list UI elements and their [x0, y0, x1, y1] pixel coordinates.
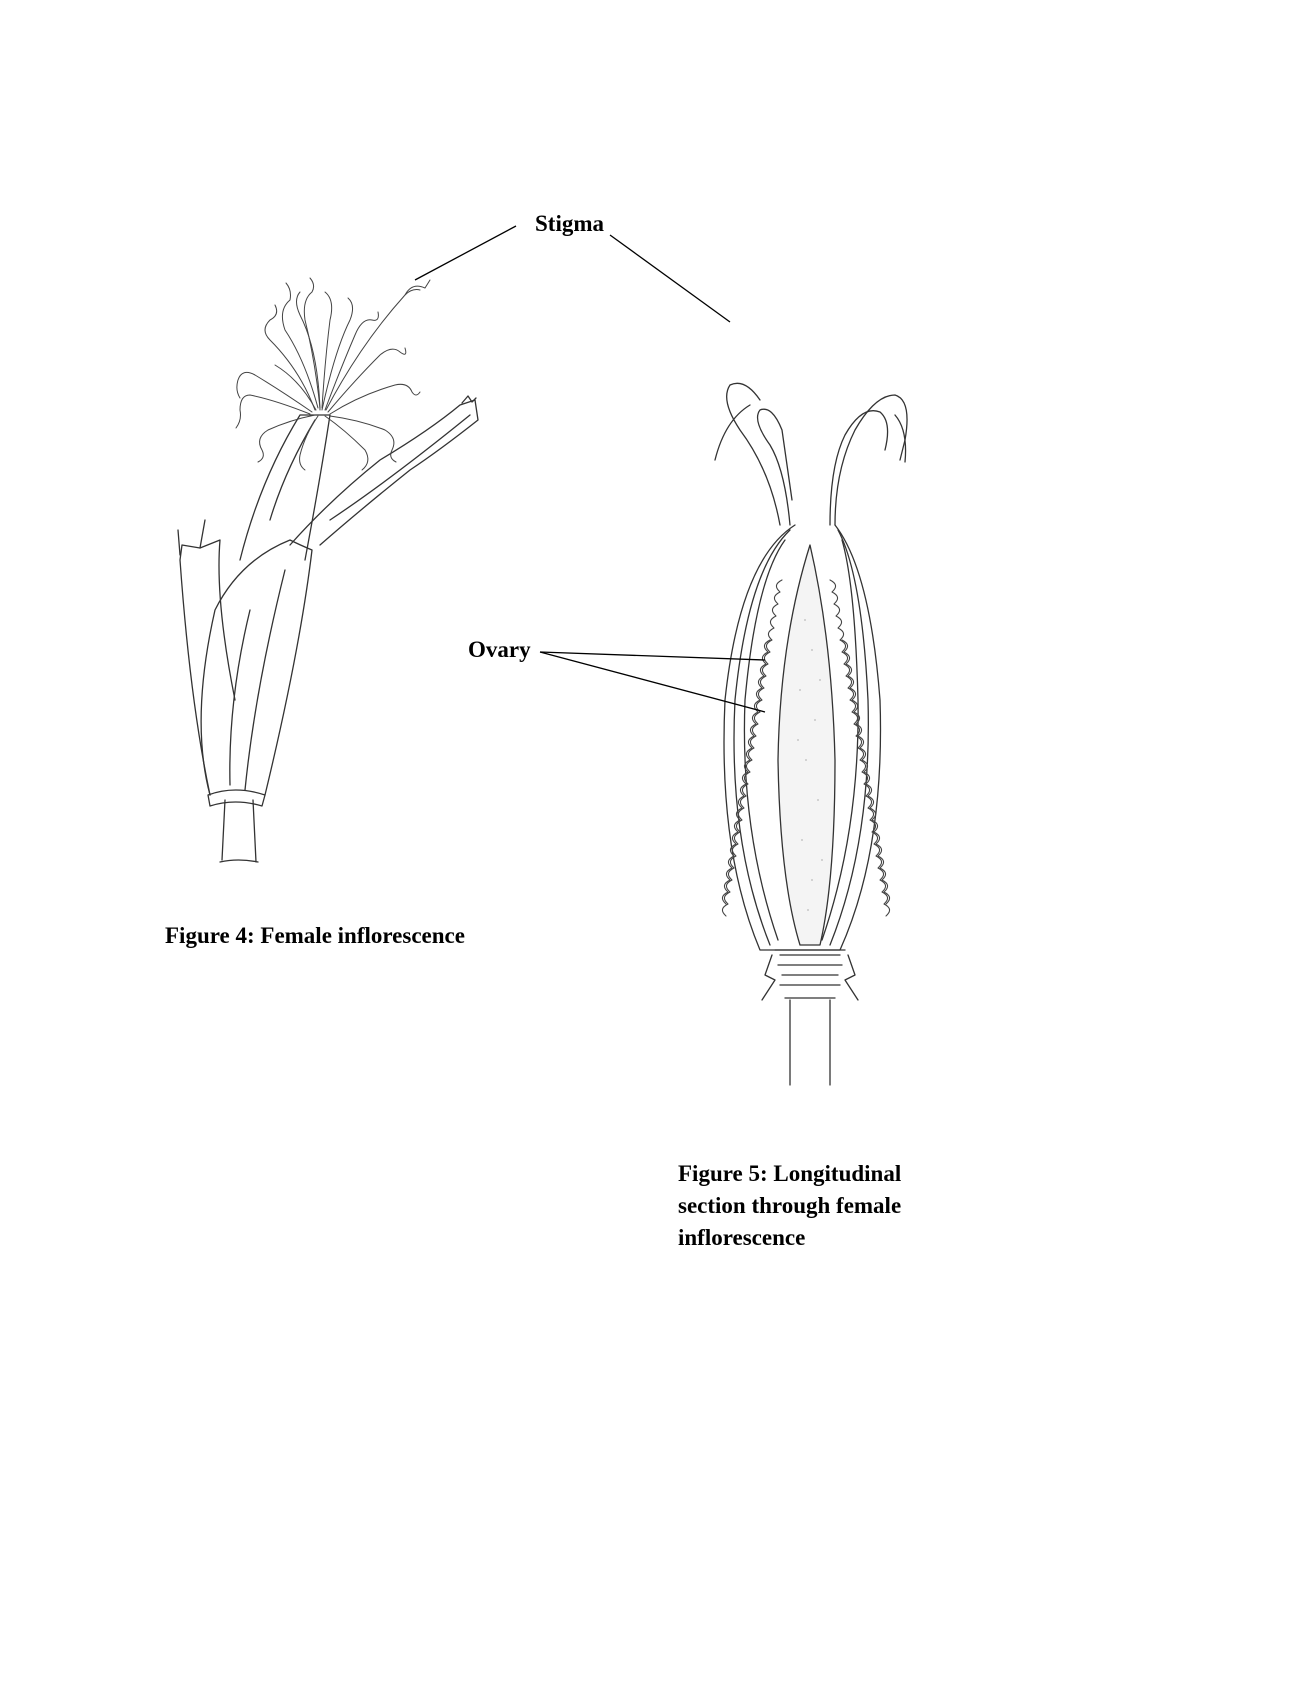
stigma-leader-right: [610, 235, 730, 322]
caption-figure-4: Figure 4: Female inflorescence: [165, 923, 465, 948]
stem: [220, 800, 258, 862]
label-stigma: Stigma: [535, 211, 604, 236]
section-silk-left-outer: [727, 383, 780, 525]
husk-left-leaf: [180, 540, 235, 795]
figure-5-drawing: [715, 383, 907, 1085]
ovary-leaders: [540, 652, 765, 712]
stigma-leader-left: [415, 226, 516, 280]
collar: [208, 790, 265, 806]
figure-4-drawing: [178, 278, 478, 862]
section-silk-right-inner: [830, 411, 888, 525]
stigma-leaders: [415, 226, 730, 322]
husk-inner: [240, 415, 330, 560]
husk-flag: [290, 400, 478, 545]
caption-figure-5: Figure 5: Longitudinal section through female inflorescence: [678, 1161, 902, 1250]
silks: [236, 278, 430, 470]
section-silk-right-outer: [835, 395, 907, 525]
cob: [778, 545, 835, 945]
section-stalk: [775, 950, 845, 998]
kernels-left: [722, 580, 782, 916]
husk-main: [201, 540, 312, 795]
ovary-leader-bottom: [540, 652, 765, 712]
label-ovary: Ovary: [468, 637, 531, 662]
